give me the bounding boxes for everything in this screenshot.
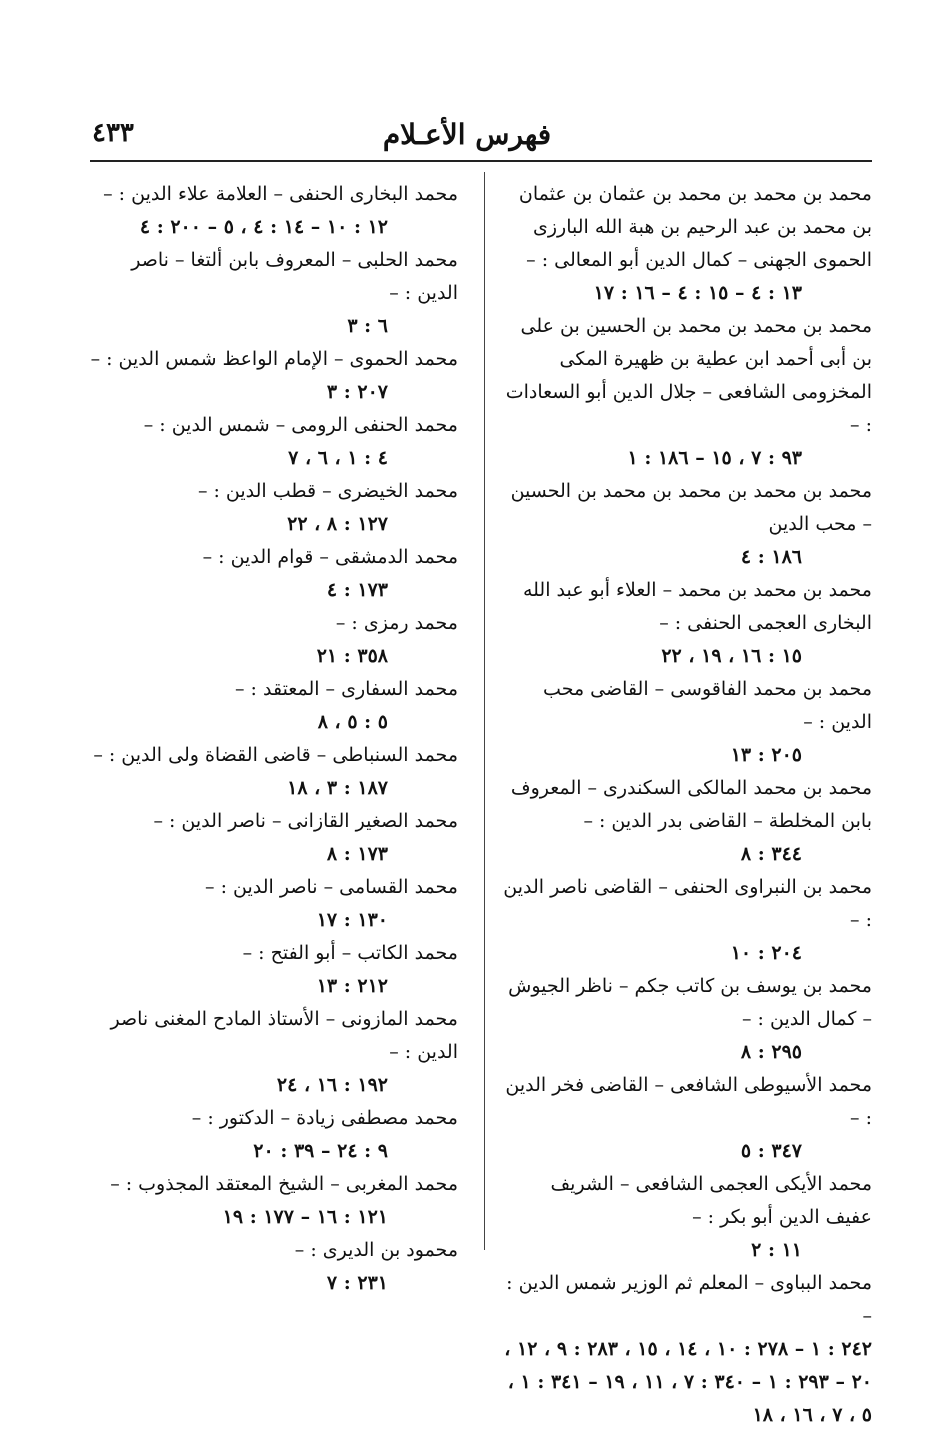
entry-heading: محمد بن محمد بن محمد بن الحسين بن على بن أبى أحمد ابن عطية بن ظهيرة المكى المخزومى الشافعى – جلال الدين أبو السعادات : – <box>505 315 872 436</box>
entry-refs: ٢١٢ : ١٣ <box>316 975 388 997</box>
entry-heading: محمد الأسيوطى الشافعى – القاضى فخر الدين : – <box>505 1074 872 1129</box>
header-rule <box>90 160 872 162</box>
index-entry <box>88 1234 458 1300</box>
index-entry <box>500 1267 872 1432</box>
entry-refs: ١٨٦ : ٤ <box>740 546 802 568</box>
entry-heading: محمد المغربى – الشيخ المعتقد المجذوب : – <box>110 1173 458 1195</box>
entry-refs: ٢٠٧ : ٣ <box>326 381 388 403</box>
index-entry <box>500 772 872 871</box>
entry-refs: ٤ : ١ ، ٦ ، ٧ <box>288 447 388 469</box>
entry-refs: ١٢ : ١٠ – ١٤ : ٤ ، ٥ – ٢٠٠ : ٤ <box>139 216 388 238</box>
entry-heading: محمد المازونى – الأستاذ المادح المغنى ناصر الدين : – <box>110 1008 458 1063</box>
entry-heading: محمد الصغير القازانى – ناصر الدين : – <box>153 810 458 832</box>
entry-heading: محمد الخيضرى – قطب الدين : – <box>197 480 458 502</box>
index-entry <box>88 871 458 937</box>
right-column <box>500 178 872 1432</box>
entry-heading: محمد الحموى – الإمام الواعظ شمس الدين : – <box>90 348 458 370</box>
entry-refs: ٢٤٢ : ١ – ٢٧٨ : ١٠ ، ١٤ ، ١٥ ، ٢٨٣ : ٩ ، ١٢ ، ٢٠ – ٢٩٣ : ١ – ٣٤٠ : ٧ ، ١١ ، ١٩ – ٣٤١ : ١ ، ٥ ، ٧ ، ١٦ ، ١٨ <box>504 1338 872 1426</box>
entry-heading: محمد السفارى – المعتقد : – <box>235 678 458 700</box>
left-column <box>88 178 458 1300</box>
entry-refs: ٢٩٥ : ٨ <box>740 1041 802 1063</box>
entry-refs: ١٧٣ : ٨ <box>326 843 388 865</box>
index-entry <box>500 178 872 310</box>
entry-refs: ٥ : ٥ ، ٨ <box>317 711 388 733</box>
entry-heading: محمود بن الديرى : – <box>294 1239 458 1261</box>
entry-refs: ٩ : ٢٤ – ٣٩ : ٢٠ <box>253 1140 388 1162</box>
entry-heading: محمد بن محمد المالكى السكندرى – المعروف بابن المخلطة – القاضى بدر الدين : – <box>510 777 872 832</box>
index-entry <box>88 343 458 409</box>
entry-refs: ١٣ : ٤ – ١٥ : ٤ – ١٦ : ١٧ <box>593 282 802 304</box>
index-entry <box>88 1168 458 1234</box>
index-entry <box>88 244 458 343</box>
index-entry <box>88 409 458 475</box>
index-entry <box>88 739 458 805</box>
entry-refs: ٣٤٧ : ٥ <box>740 1140 802 1162</box>
index-entry <box>88 607 458 673</box>
entry-heading: محمد رمزى : – <box>335 612 458 634</box>
index-entry <box>500 1168 872 1267</box>
index-entry <box>500 970 872 1069</box>
entry-refs: ١٢١ : ١٦ – ١٧٧ : ١٩ <box>222 1206 388 1228</box>
entry-refs: ٣٤٤ : ٨ <box>740 843 802 865</box>
index-entry <box>88 1003 458 1102</box>
entry-refs: ٦ : ٣ <box>347 315 388 337</box>
index-entry <box>88 178 458 244</box>
entry-refs: ١٣٠ : ١٧ <box>316 909 388 931</box>
entry-heading: محمد بن يوسف بن كاتب جكم – ناظر الجيوش – كمال الدين : – <box>508 975 872 1030</box>
entry-heading: محمد بن النبراوى الحنفى – القاضى ناصر الدين : – <box>503 876 872 931</box>
entry-heading: محمد بن محمد بن محمد بن محمد بن الحسين – محب الدين <box>510 480 872 535</box>
index-entry <box>88 673 458 739</box>
index-entry <box>88 805 458 871</box>
entry-refs: ١٥ : ١٦ ، ١٩ ، ٢٢ <box>661 645 802 667</box>
entry-heading: محمد بن محمد بن محمد – العلاء أبو عبد الله البخارى العجمى الحنفى : – <box>522 579 872 634</box>
entry-refs: ٩٣ : ٧ ، ١٥ – ١٨٦ : ١ <box>627 447 802 469</box>
index-entry <box>500 475 872 574</box>
index-entry <box>88 937 458 1003</box>
entry-heading: محمد الحلبى – المعروف بابن ألتغا – ناصر الدين : – <box>131 249 458 304</box>
entry-heading: محمد مصطفى زيادة – الدكتور : – <box>191 1107 458 1129</box>
index-entry <box>500 1069 872 1168</box>
page-number: ٤٣٣ <box>92 118 134 148</box>
entry-refs: ٢٣١ : ٧ <box>326 1272 388 1294</box>
entry-heading: محمد الكاتب – أبو الفتح : – <box>242 942 458 964</box>
index-entry <box>88 475 458 541</box>
index-entry <box>88 541 458 607</box>
page-title: فهرس الأعـلام <box>382 118 552 151</box>
entry-refs: ٢٠٤ : ١٠ <box>730 942 802 964</box>
index-entry <box>88 1102 458 1168</box>
entry-refs: ١٩٢ : ١٦ ، ٢٤ <box>276 1074 388 1096</box>
entry-heading: محمد بن محمد الفاقوسى – القاضى محب الدين : – <box>543 678 872 733</box>
entry-heading: محمد بن محمد بن محمد بن عثمان بن عثمان بن محمد بن عبد الرحيم بن هبة الله البارزى الحموى الجهنى – كمال الدين أبو المعالى : – <box>518 183 872 271</box>
entry-heading: محمد الأيكى العجمى الشافعى – الشريف عفيف الدين أبو بكر : – <box>550 1173 872 1228</box>
entry-refs: ٢٠٥ : ١٣ <box>730 744 802 766</box>
entry-heading: محمد السنباطى – قاضى القضاة ولى الدين : – <box>93 744 458 766</box>
entry-refs: ١٧٣ : ٤ <box>326 579 388 601</box>
index-entry <box>500 574 872 673</box>
index-entry <box>500 310 872 475</box>
index-entry <box>500 673 872 772</box>
entry-refs: ١١ : ٢ <box>751 1239 802 1261</box>
entry-heading: محمد الحنفى الرومى – شمس الدين : – <box>143 414 458 436</box>
entry-refs: ١٢٧ : ٨ ، ٢٢ <box>287 513 388 535</box>
entry-heading: محمد البخارى الحنفى – العلامة علاء الدين : – <box>103 183 458 205</box>
column-divider <box>484 172 485 1250</box>
entry-heading: محمد القسامى – ناصر الدين : – <box>205 876 458 898</box>
entry-heading: محمد الدمشقى – قوام الدين : – <box>202 546 458 568</box>
entry-heading: محمد البباوى – المعلم ثم الوزير شمس الدين : – <box>506 1272 872 1327</box>
entry-refs: ١٨٧ : ٣ ، ١٨ <box>287 777 388 799</box>
entry-refs: ٣٥٨ : ٢١ <box>316 645 388 667</box>
index-entry <box>500 871 872 970</box>
